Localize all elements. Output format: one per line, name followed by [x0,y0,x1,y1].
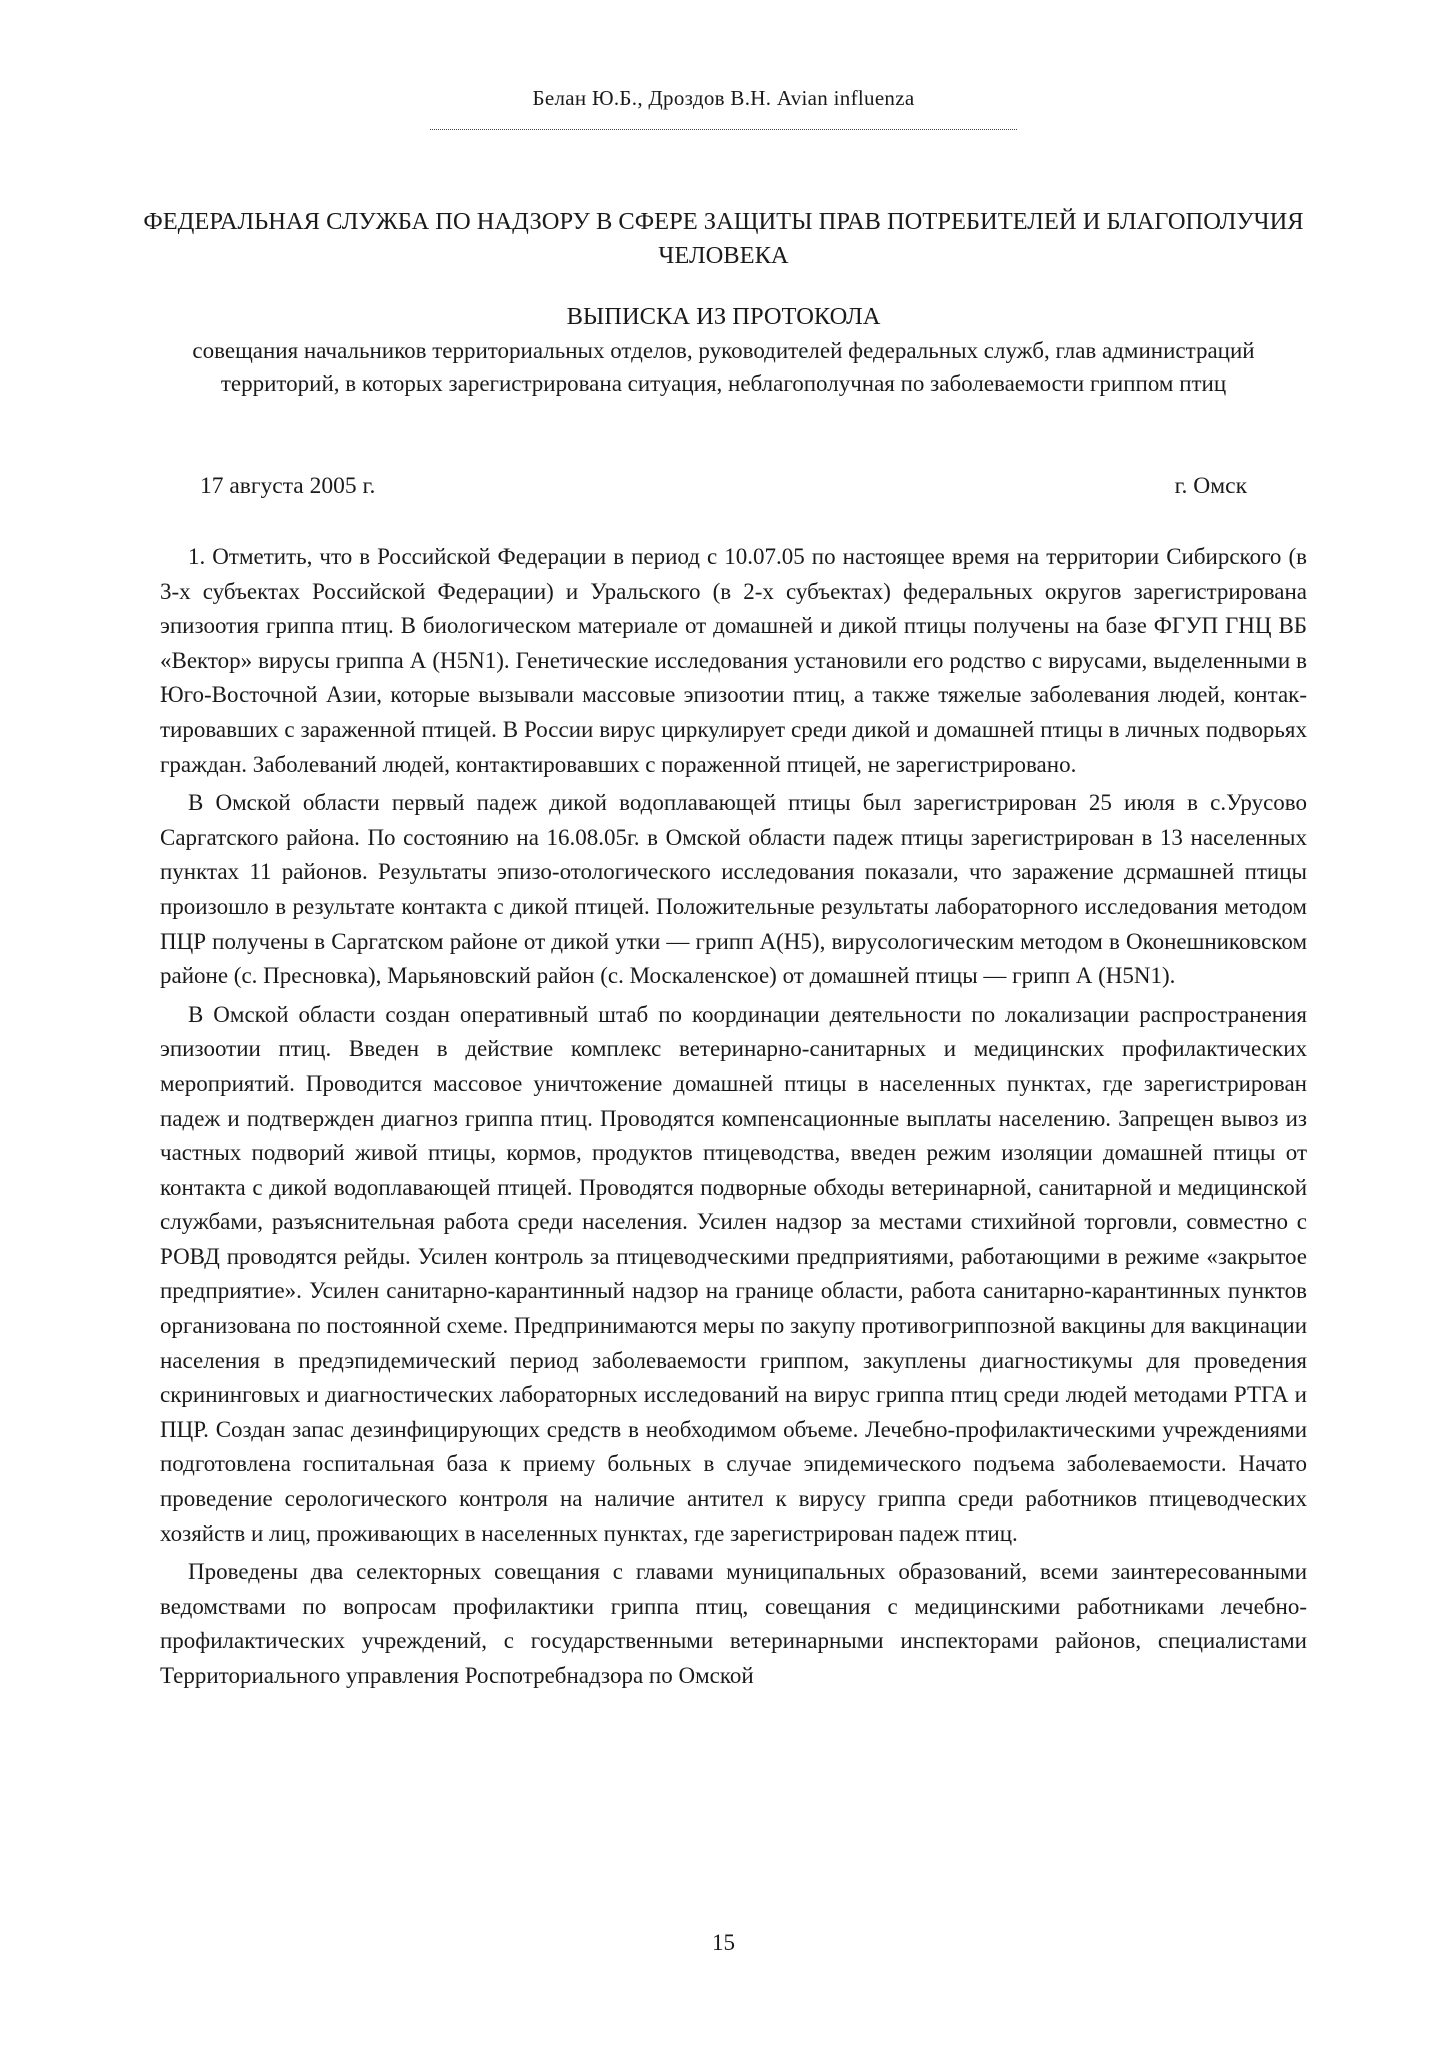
paragraph: В Омской области создан оперативный штаб по координации деятельности по локализации распространения эпизоотии птиц. Введен в действие комплекс ветеринарно-санитарных и медицинских профилактических мероприятий. Проводится массовое уничтожение домашней птицы в населенных пунктах, где зарегистрирован падеж и подтвержден диагноз гриппа птиц. Проводятся компенсационные выплаты населению. Запрещен вывоз из частных подворий живой птицы, кормов, продуктов птицеводства, введен режим изоляции домашней птицы от контакта с дикой водоплавающей птицей. Проводятся подворные обходы ветеринарной, санитарной и медицинской службами, разъяснительная работа среди населения. Усилен надзор за местами стихийной торговли, совместно с РОВД проводятся рейды. Усилен контроль за птицеводческими предприятиями, работающими в режиме «закрытое предприятие». Усилен санитарно-карантинный надзор на границе области, работа санитарно-карантинных пунктов организована по постоянной схеме. Предпринимаются меры по закупу противогриппозной вакцины для вакцинации населения в предэпидемический период заболеваемости гриппом, закуплены диагностикумы для проведения скрининговых и диагностических лабораторных исследований на вирус гриппа птиц среди людей методами РТГА и ПЦР. Создан запас дезинфицирующих средств в необходимом объеме. Лечебно-профилактическими учреждениями подготовлена госпитальная база к приему больных в случае эпидемического подъема заболеваемости. Начато проведение серологического контроля на наличие антител к вирусу гриппа среди работников птицеводческих хозяйств и лиц, проживающих в населенных пунктах, где зарегистрирован падеж птиц. [160,1001,1307,1546]
document-title: ВЫПИСКА ИЗ ПРОТОКОЛА [566,303,881,330]
running-header: Белан Ю.Б., Дроздов В.Н. Avian influenza [532,86,915,110]
paragraph: В Омской области первый падеж дикой водоплавающей птицы был зарегистрирован 25 июля в с.Урусово Саргатского района. По состоянию на 16.08.05г. в Омской области падеж птицы зарегистрирован в 13 населенных пунктах 11 районов. Результаты эпизо-отологического исследования показали, что заражение дсрмашней птицы произошло в результате контакта с дикой птицей. Положительные результаты лабораторного исследования методом ПЦР получены в Саргатском районе от дикой утки — грипп А(Н5), вирусологическим методом в Оконешниковском районе (с. Пресновка), Марьяновский район (с. Москаленское) от домашней птицы — грипп А (H5N1). [160,790,1307,989]
body-text [160,540,1307,1698]
organization-title: ФЕДЕРАЛЬНАЯ СЛУЖБА ПО НАДЗОРУ В СФЕРЕ ЗАЩИТЫ ПРАВ ПОТРЕБИТЕЛЕЙ И БЛАГОПОЛУЧИЯ ЧЕЛОВЕКА [143,208,1304,269]
document-subtitle: совещания начальников территориальных отделов, руководителей федеральных служб, глав администраций территорий, в которых зарегистрирована ситуация, неблагополучная по заболеваемости гриппом птиц [192,338,1255,396]
header-divider [430,129,1017,130]
document-date: 17 августа 2005 г. [200,473,376,499]
page-number: 15 [712,1930,735,1955]
document-place: г. Омск [1174,473,1247,499]
paragraph: 1. Отметить, что в Российской Федерации в период с 10.07.05 по настоящее время на территории Сибирского (в 3-х субъектах Российской Федерации) и Уральского (в 2-х субъектах) федеральных округов зарегистрирована эпизоотия гриппа птиц. В биологическом материале от домашней и дикой птицы получены на базе ФГУП ГНЦ ВБ «Вектор» вирусы гриппа А (H5N1). Генетические исследования установили его родство с вирусами, выделенными в Юго-Восточной Азии, которые вызывали массовые эпизоотии птиц, а также тяжелые заболевания людей, контактировавших с зараженной птицей. В России вирус циркулирует среди дикой и домашней птицы в личных подворьях граждан. Заболеваний людей, контактировавших с пораженной птицей, не зарегистрировано. [160,544,1307,777]
paragraph: Проведены два селекторных совещания с главами муниципальных образований, всеми заинтересованными ведомствами по вопросам профилактики гриппа птиц, совещания с медицинскими работниками лечебно-профилактических учреждений, с государственными ветеринарными инспекторами районов, специалистами Территориального управления Роспотребнадзора по Омской [160,1559,1307,1688]
date-place-row [200,470,1247,502]
